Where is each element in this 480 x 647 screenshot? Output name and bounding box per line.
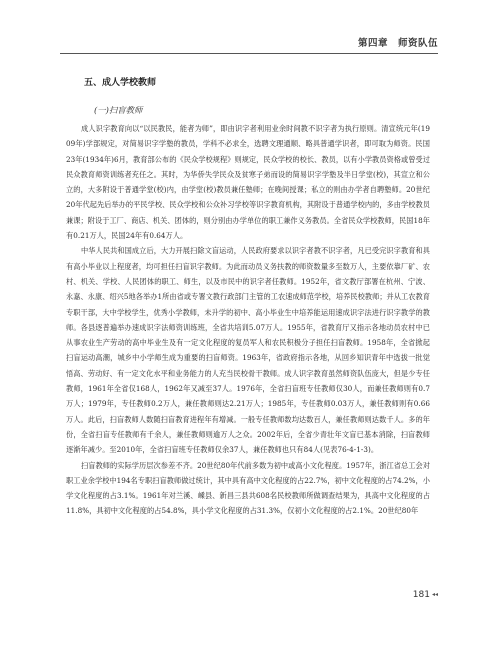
body-text <box>66 121 430 519</box>
subsection-title: (一)扫盲教师 <box>94 105 143 115</box>
paragraph-3: 扫盲教师的实际学历层次参差不齐。20世纪80年代前多数为初中或高小文化程度。1957年，浙江省总工会对职工业余学校中194名专职扫盲教师做过统计，其中具有高中文化程度的占22.7%，初中文化程度的占74.2%，小学文化程度的占3.1%。1961年对兰溪、嵊县、新昌三县共608名民校教师所做调查结果为，具高中文化程度的占11.8%，具初中文化程度的占54.8%，具小学文化程度的占31.3%，仅初小文化程度的占2.1%。20世纪80年 <box>66 460 431 516</box>
page-footer <box>413 590 438 600</box>
paragraph-2: 中华人民共和国成立后，大力开展扫除文盲运动，人民政府要求以识字者教不识字者，凡已受完识字教育和具有高小毕业以上程度者，均可担任扫盲识字教师。为此而动员义务扶教的师资数量多至数万人，主要依靠厂矿、农村、机关、学校、人民团体的职工、师生，以及市民中的识字者任教师。1952年，省文教厅部署在杭州、宁波、永嘉、永康、绍兴5地各举办1所由省或专署文教行政部门主管的工农速成师范学校，培养民校教师；并从工农教育专职干部，大中学校学生，优秀小学教师，未升学的初中、高小毕业生中培养能运用速成识字法进行识字教学的教师。各县逐普遍举办速成识字法师资训练班，全省共培训5.07万人。1955年，省教育厅又指示各地动员农村中已从事农业生产劳动的高中毕业生及有一定文化程度的复员军人和农民积极分子担任扫盲教师。1958年，全省掀起扫盲运动高潮，城乡中小学师生成为重要的扫盲师资。1963年，省政府指示各地，从回乡知识青年中选拔一批觉悟高、劳动好、有一定文化水平和业务能力的人充当民校骨干教师。成人识字教育虽然师资队伍庞大，但是少专任教师，1961年全省仅168人，1962年又减至37人。1976年，全省扫盲班专任教师仅30人，而兼任教师则有0.7万人；1979年，专任教师0.2万人，兼任教师则达2.21万人；1985年，专任教师0.03万人，兼任教师则有0.66万人。此后，扫盲教师人数随扫盲教育进程年有增减。一般专任教师数均达数百人，兼任教师则达数千人。多的年份，全省扫盲专任教师有千余人，兼任教师则逾万人之众。2002年后，全省少青壮年文盲已基本消除，扫盲教师逐渐年减少。至2010年，全省扫盲班专任教师仅余37人，兼任教师也只有84人(见表76-4-1-3)。 <box>66 246 430 455</box>
chapter-title: 第四章 师资队伍 <box>357 38 438 49</box>
header-rule <box>60 53 438 54</box>
page-arrow-icon: ◂◂ <box>431 591 438 598</box>
page-header <box>0 0 480 56</box>
paragraph-1: 成人识字教育向以“以民教民，能者为师”，即由识字者利用业余时间教不识字者为执行原则。清宣统元年(1909年)学部规定，对简易识字学塾的教员，学科不必求全，选聘文理通顺、略具普通学识者，即可取为师资。民国23年(1934年)6月，教育部公布的《民众学校规程》则规定，民众学校的校长、教员，以有小学教员资格或曾受过民众教育师资训练者充任之。其时，为华侨失学民众及贫寒子弟而设的简易识字学塾及半日学堂(校)，其宣立和公立的，大多附设于普通学堂(校)内，由学堂(校)教员兼任塾师；在晚间授课；私立的则由办学者自聘塾师。20世纪20年代起先后举办的平民学校、民众学校和公众补习学校等识字教育机构，其附设于普通学校内的，多由学校教员兼课；附设于工厂、商店、机关、团体的，则分别由办学单位的职工兼作义务教员。全省民众学校教师，民国18年有0.21万人，民国24年有0.64万人。 <box>66 124 430 241</box>
page-number: 181 <box>412 590 430 600</box>
section-title: 五、成人学校教师 <box>84 78 157 88</box>
